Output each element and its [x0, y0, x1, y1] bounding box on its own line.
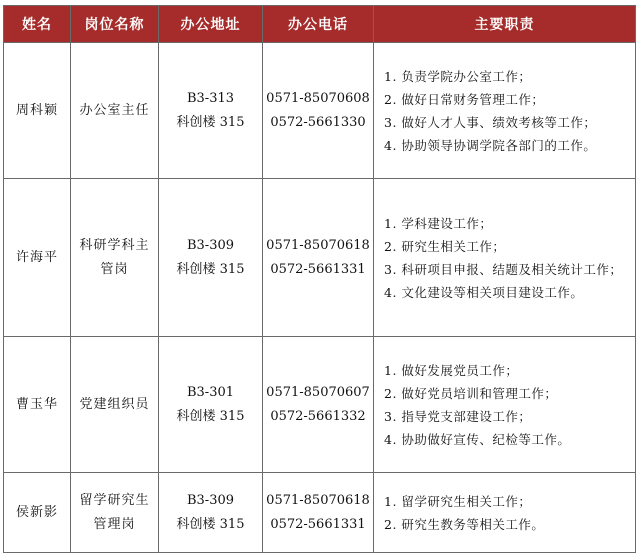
address-room: B3-313: [186, 90, 235, 106]
role-title: 科研学科主管岗: [79, 237, 150, 277]
phone-secondary: 0572-5661330: [270, 114, 366, 130]
header-duties: 主要职责: [374, 6, 636, 43]
address-building: 科创楼 315: [176, 114, 245, 130]
cell-address: [159, 473, 263, 553]
duty-item: 4. 协助做好宣传、纪检等工作。: [384, 431, 571, 447]
table-body: [4, 43, 636, 553]
table-header: [4, 6, 636, 43]
phone-primary: 0571-85070618: [266, 237, 370, 253]
duty-item: 2. 研究生教务等相关工作。: [384, 516, 545, 532]
table-row: [4, 179, 636, 337]
table-row: [4, 43, 636, 179]
duty-item: 1. 留学研究生相关工作；: [384, 493, 532, 509]
address-building: 科创楼 315: [176, 408, 245, 424]
cell-duties: [374, 337, 636, 473]
person-name: 侯新影: [15, 504, 58, 520]
phone-secondary: 0572-5661331: [270, 516, 366, 532]
cell-duties: [374, 43, 636, 179]
cell-duties: [374, 473, 636, 553]
header-role: 岗位名称: [71, 6, 159, 43]
staff-directory-table: [3, 5, 636, 553]
duty-item: 2. 做好日常财务管理工作；: [384, 91, 545, 107]
cell-duties: [374, 179, 636, 337]
cell-name: [4, 337, 71, 473]
cell-address: [159, 337, 263, 473]
phone-primary: 0571-85070607: [266, 384, 370, 400]
cell-phone: [263, 473, 374, 553]
duty-item: 4. 协助领导协调学院各部门的工作。: [384, 137, 597, 153]
cell-role: [71, 337, 159, 473]
phone-secondary: 0572-5661332: [270, 408, 366, 424]
role-title: 办公室主任: [79, 102, 150, 118]
cell-name: [4, 179, 71, 337]
role-title: 党建组织员: [79, 396, 150, 412]
address-room: B3-309: [186, 492, 235, 508]
phone-primary: 0571-85070608: [266, 90, 370, 106]
phone-primary: 0571-85070618: [266, 492, 370, 508]
person-name: 许海平: [15, 249, 58, 265]
cell-address: [159, 43, 263, 179]
duty-item: 2. 做好党员培训和管理工作；: [384, 385, 558, 401]
table-row: [4, 337, 636, 473]
cell-phone: [263, 337, 374, 473]
cell-role: [71, 43, 159, 179]
header-address: 办公地址: [159, 6, 263, 43]
phone-secondary: 0572-5661331: [270, 261, 366, 277]
duty-item: 1. 学科建设工作；: [384, 215, 493, 231]
header-phone: 办公电话: [263, 6, 374, 43]
duty-item: 3. 做好人才人事、绩效考核等工作；: [384, 114, 597, 130]
cell-role: [71, 473, 159, 553]
cell-address: [159, 179, 263, 337]
duty-item: 1. 负责学院办公室工作；: [384, 68, 532, 84]
person-name: 周科颖: [15, 102, 58, 118]
cell-name: [4, 43, 71, 179]
duty-item: 3. 科研项目申报、结题及相关统计工作；: [384, 261, 623, 277]
duty-item: 2. 研究生相关工作；: [384, 238, 506, 254]
cell-role: [71, 179, 159, 337]
address-room: B3-301: [186, 384, 235, 400]
address-building: 科创楼 315: [176, 261, 245, 277]
cell-phone: [263, 179, 374, 337]
address-room: B3-309: [186, 237, 235, 253]
header-row: [4, 6, 636, 43]
role-title: 留学研究生管理岗: [79, 492, 150, 532]
person-name: 曹玉华: [15, 396, 58, 412]
duty-item: 4. 文化建设等相关项目建设工作。: [384, 284, 584, 300]
duty-item: 1. 做好发展党员工作；: [384, 362, 519, 378]
cell-name: [4, 473, 71, 553]
duty-item: 3. 指导党支部建设工作；: [384, 408, 532, 424]
cell-phone: [263, 43, 374, 179]
table-row: [4, 473, 636, 553]
header-name: 姓名: [4, 6, 71, 43]
address-building: 科创楼 315: [176, 516, 245, 532]
